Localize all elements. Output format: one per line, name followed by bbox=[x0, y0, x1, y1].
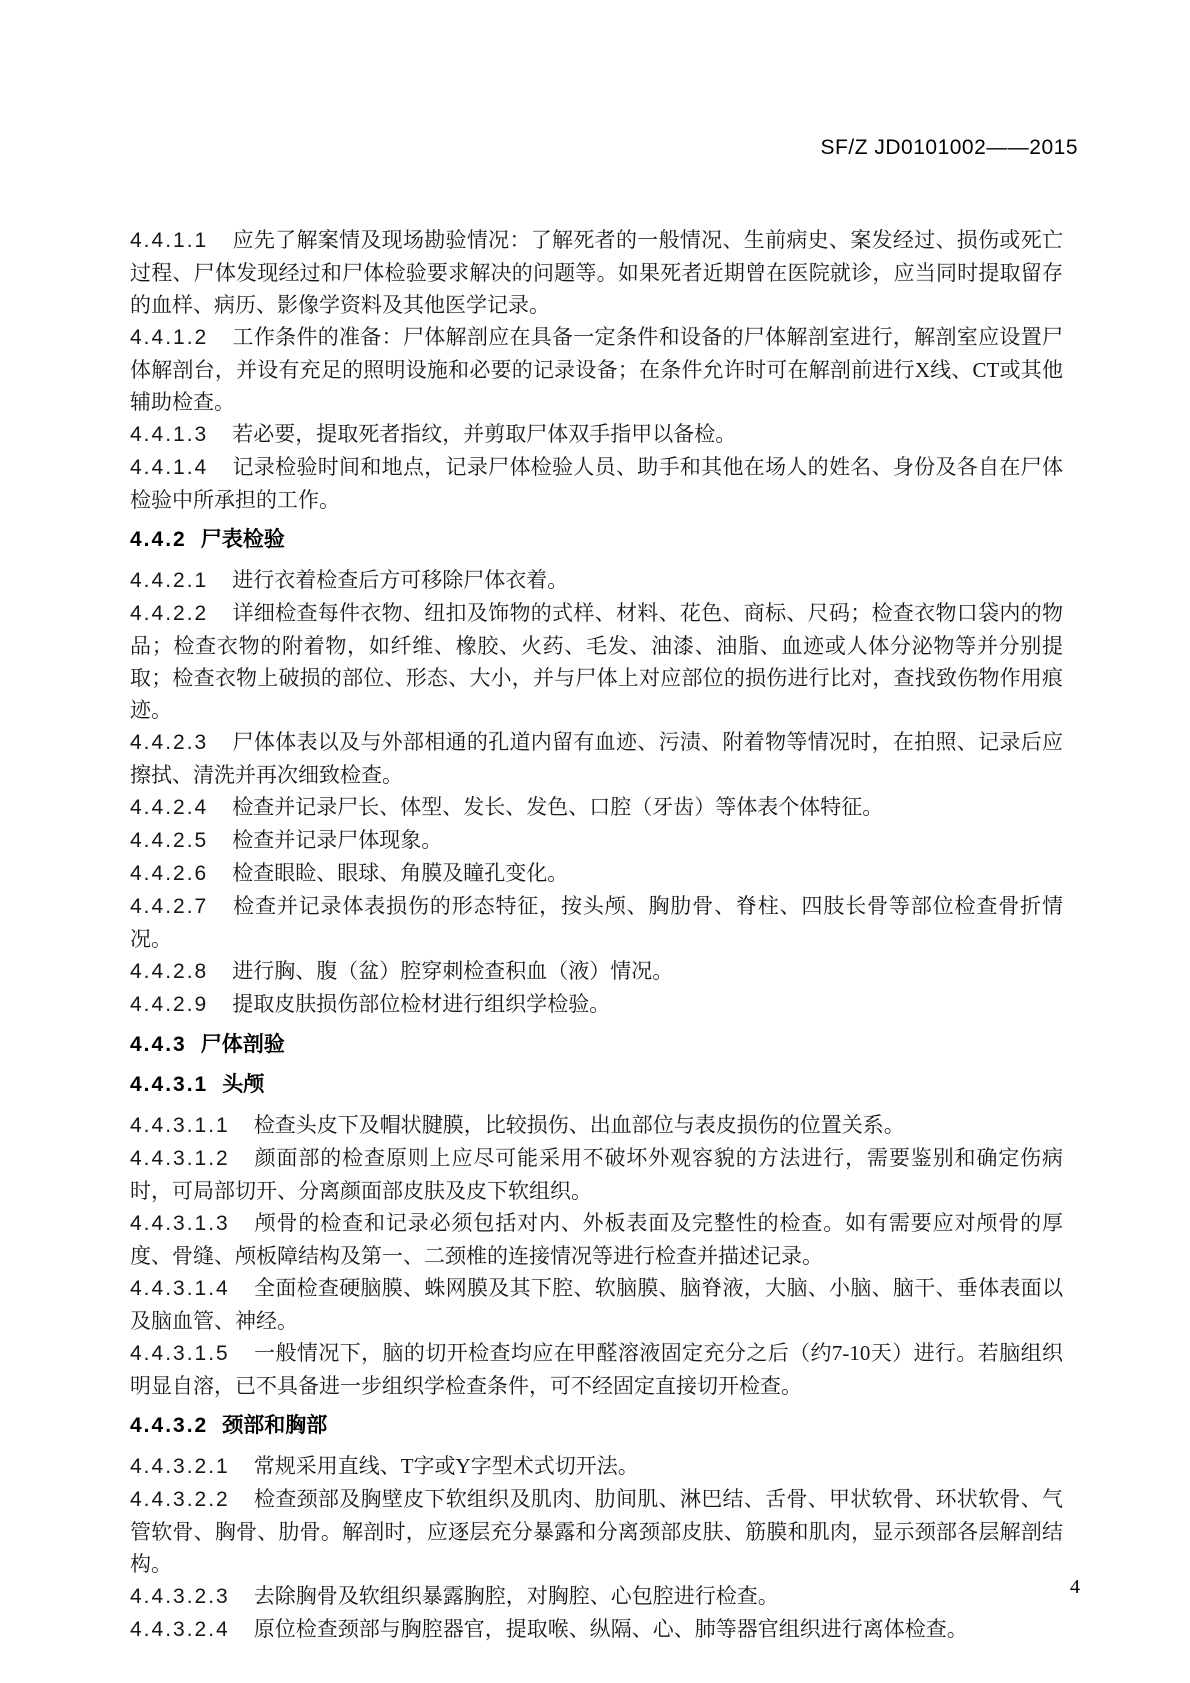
document-footer bbox=[1070, 1576, 1080, 1599]
clause-text: 尸体体表以及与外部相通的孔道内留有血迹、污渍、附着物等情况时，在拍照、记录后应擦拭、清洗并再次细致检查。 bbox=[130, 730, 1063, 787]
clause-paragraph bbox=[130, 988, 1063, 1021]
clause-paragraph bbox=[130, 418, 1063, 451]
clause-number: 4.4.2 bbox=[130, 528, 187, 551]
clause-paragraph bbox=[130, 564, 1063, 597]
clause-text: 工作条件的准备：尸体解剖应在具备一定条件和设备的尸体解剖室进行，解剖室应设置尸体解剖台，并设有充足的照明设施和必要的记录设备；在条件允许时可在解剖前进行X线、CT或其他辅助检查。 bbox=[130, 325, 1063, 414]
clause-number: 4.4.3.1.5 bbox=[130, 1342, 230, 1365]
document-body bbox=[130, 224, 1063, 1646]
clause-paragraph bbox=[130, 1207, 1063, 1272]
clause-paragraph bbox=[130, 1142, 1063, 1207]
clause-paragraph bbox=[130, 597, 1063, 726]
clause-paragraph bbox=[130, 451, 1063, 516]
clause-text: 检查头皮下及帽状腱膜，比较损伤、出血部位与表皮损伤的位置关系。 bbox=[253, 1113, 905, 1137]
clause-number: 4.4.3.1.3 bbox=[130, 1212, 230, 1235]
clause-text: 检查并记录体表损伤的形态特征，按头颅、胸肋骨、脊柱、四肢长骨等部位检查骨折情况。 bbox=[130, 894, 1063, 951]
clause-paragraph bbox=[130, 824, 1063, 857]
clause-paragraph bbox=[130, 955, 1063, 988]
clause-number: 4.4.3.2.2 bbox=[130, 1488, 230, 1511]
clause-text: 进行胸、腹（盆）腔穿刺检查积血（液）情况。 bbox=[232, 959, 674, 983]
clause-paragraph bbox=[130, 857, 1063, 890]
clause-number: 4.4.2.5 bbox=[130, 829, 209, 852]
clause-paragraph bbox=[130, 1450, 1063, 1483]
clause-number: 4.4.2.6 bbox=[130, 862, 209, 885]
clause-text: 尸体剖验 bbox=[200, 1033, 285, 1056]
clause-paragraph bbox=[130, 1580, 1063, 1613]
clause-text: 若必要，提取死者指纹，并剪取尸体双手指甲以备检。 bbox=[232, 422, 737, 446]
clause-number: 4.4.3 bbox=[130, 1033, 187, 1056]
clause-paragraph bbox=[130, 726, 1063, 791]
clause-number: 4.4.2.3 bbox=[130, 731, 209, 754]
clause-paragraph bbox=[130, 890, 1063, 955]
clause-paragraph bbox=[130, 1272, 1063, 1337]
doc-number: SF/Z JD0101002——2015 bbox=[820, 136, 1078, 159]
clause-number: 4.4.2.8 bbox=[130, 960, 209, 983]
clause-paragraph bbox=[130, 1613, 1063, 1646]
clause-number: 4.4.3.1 bbox=[130, 1073, 209, 1096]
clause-text: 一般情况下，脑的切开检查均应在甲醛溶液固定充分之后（约7-10天）进行。若脑组织明显自溶，已不具备进一步组织学检查条件，可不经固定直接切开检查。 bbox=[130, 1341, 1063, 1398]
clause-number: 4.4.1.1 bbox=[130, 229, 209, 252]
clause-number: 4.4.3.2.4 bbox=[130, 1618, 230, 1641]
clause-text: 颅骨的检查和记录必须包括对内、外板表面及完整性的检查。如有需要应对颅骨的厚度、骨缝、颅板障结构及第一、二颈椎的连接情况等进行检查并描述记录。 bbox=[130, 1211, 1063, 1268]
clause-text: 尸表检验 bbox=[200, 528, 285, 551]
section-heading bbox=[130, 1410, 1063, 1442]
clause-number: 4.4.2.2 bbox=[130, 602, 209, 625]
clause-text: 检查眼睑、眼球、角膜及瞳孔变化。 bbox=[232, 861, 569, 885]
page-number: 4 bbox=[1070, 1576, 1080, 1598]
clause-number: 4.4.2.9 bbox=[130, 993, 209, 1016]
clause-number: 4.4.2.4 bbox=[130, 796, 209, 819]
clause-text: 检查颈部及胸壁皮下软组织及肌肉、肋间肌、淋巴结、舌骨、甲状软骨、环状软骨、气管软骨、胸骨、肋骨。解剖时，应逐层充分暴露和分离颈部皮肤、筋膜和肌肉，显示颈部各层解剖结构。 bbox=[130, 1487, 1063, 1576]
clause-number: 4.4.3.1.2 bbox=[130, 1147, 230, 1170]
clause-text: 提取皮肤损伤部位检材进行组织学检验。 bbox=[232, 992, 611, 1016]
document-header bbox=[0, 136, 1078, 160]
clause-text: 去除胸骨及软组织暴露胸腔，对胸腔、心包腔进行检查。 bbox=[253, 1584, 779, 1608]
clause-paragraph bbox=[130, 791, 1063, 824]
clause-text: 颈部和胸部 bbox=[222, 1414, 328, 1437]
clause-number: 4.4.1.2 bbox=[130, 326, 209, 349]
clause-text: 检查并记录尸体现象。 bbox=[232, 828, 443, 852]
clause-text: 颜面部的检查原则上应尽可能采用不破坏外观容貌的方法进行，需要鉴别和确定伤病时，可局部切开、分离颜面部皮肤及皮下软组织。 bbox=[130, 1146, 1063, 1203]
clause-text: 全面检查硬脑膜、蛛网膜及其下腔、软脑膜、脑脊液，大脑、小脑、脑干、垂体表面以及脑血管、神经。 bbox=[130, 1276, 1063, 1333]
clause-text: 检查并记录尸长、体型、发长、发色、口腔（牙齿）等体表个体特征。 bbox=[232, 795, 884, 819]
clause-paragraph bbox=[130, 1109, 1063, 1142]
section-heading bbox=[130, 1069, 1063, 1101]
clause-number: 4.4.3.1.4 bbox=[130, 1277, 230, 1300]
clause-text: 详细检查每件衣物、纽扣及饰物的式样、材料、花色、商标、尺码；检查衣物口袋内的物品；检查衣物的附着物，如纤维、橡胶、火药、毛发、油漆、油脂、血迹或人体分泌物等并分别提取；检查衣物上破损的部位、形态、大小，并与尸体上对应部位的损伤进行比对，查找致伤物作用痕迹。 bbox=[130, 601, 1063, 722]
clause-number: 4.4.3.2.1 bbox=[130, 1455, 230, 1478]
clause-number: 4.4.1.3 bbox=[130, 423, 209, 446]
clause-text: 头颅 bbox=[222, 1073, 265, 1096]
section-heading bbox=[130, 524, 1063, 556]
clause-text: 进行衣着检查后方可移除尸体衣着。 bbox=[232, 568, 569, 592]
clause-number: 4.4.3.2.3 bbox=[130, 1585, 230, 1608]
clause-number: 4.4.3.2 bbox=[130, 1414, 209, 1437]
clause-paragraph bbox=[130, 1337, 1063, 1402]
clause-paragraph bbox=[130, 1483, 1063, 1580]
clause-text: 记录检验时间和地点，记录尸体检验人员、助手和其他在场人的姓名、身份及各自在尸体检验中所承担的工作。 bbox=[130, 455, 1063, 512]
clause-number: 4.4.3.1.1 bbox=[130, 1114, 230, 1137]
clause-text: 应先了解案情及现场勘验情况：了解死者的一般情况、生前病史、案发经过、损伤或死亡过程、尸体发现经过和尸体检验要求解决的问题等。如果死者近期曾在医院就诊，应当同时提取留存的血样、病历、影像学资料及其他医学记录。 bbox=[130, 228, 1063, 317]
clause-number: 4.4.2.1 bbox=[130, 569, 209, 592]
clause-paragraph bbox=[130, 224, 1063, 321]
clause-text: 常规采用直线、T字或Y字型术式切开法。 bbox=[253, 1454, 639, 1478]
clause-number: 4.4.1.4 bbox=[130, 456, 209, 479]
clause-paragraph bbox=[130, 321, 1063, 418]
clause-text: 原位检查颈部与胸腔器官，提取喉、纵隔、心、肺等器官组织进行离体检查。 bbox=[253, 1617, 968, 1641]
clause-number: 4.4.2.7 bbox=[130, 895, 209, 918]
section-heading bbox=[130, 1029, 1063, 1061]
